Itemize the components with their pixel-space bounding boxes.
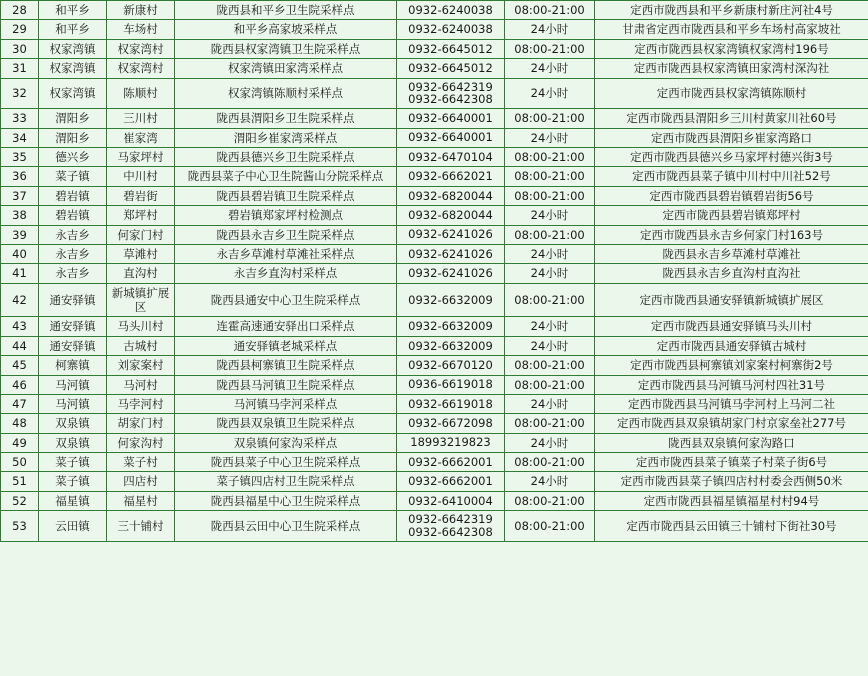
phone-line: 0932-6645012 [408, 60, 493, 75]
cell-address: 陇西县永吉乡直沟村直沟社 [595, 264, 868, 283]
cell-village: 何家沟村 [107, 433, 175, 452]
cell-site-name: 陇西县和平乡卫生院采样点 [175, 1, 397, 20]
phone-line: 0932-6642319 [408, 512, 493, 527]
cell-address: 定西市陇西县通安驿镇古城村 [595, 336, 868, 355]
cell-index: 30 [1, 39, 39, 58]
phone-line: 0932-6662001 [408, 454, 493, 469]
cell-town: 通安驿镇 [39, 283, 107, 317]
cell-town: 永吉乡 [39, 225, 107, 244]
cell-hours: 08:00-21:00 [505, 414, 595, 433]
cell-site-name: 陇西县菜子中心卫生院酱山分院采样点 [175, 167, 397, 186]
cell-phone [397, 433, 505, 452]
cell-phone [397, 128, 505, 147]
phone-line: 0932-6642308 [408, 92, 493, 107]
cell-site-name: 陇西县权家湾镇卫生院采样点 [175, 39, 397, 58]
phone-line: 0936-6619018 [408, 377, 493, 392]
phone-line: 0932-6642319 [408, 79, 493, 94]
cell-phone [397, 167, 505, 186]
phone-line: 0932-6241026 [408, 266, 493, 280]
phone-line: 0932-6632009 [408, 319, 493, 334]
cell-address: 定西市陇西县渭阳乡三川村黄家川社60号 [595, 109, 868, 128]
cell-town: 渭阳乡 [39, 109, 107, 128]
cell-village: 马头川村 [107, 317, 175, 336]
cell-phone [397, 59, 505, 78]
cell-village: 新城镇扩展区 [107, 283, 175, 317]
cell-phone [397, 394, 505, 413]
cell-town: 马河镇 [39, 375, 107, 394]
table-row [1, 283, 868, 317]
cell-hours: 08:00-21:00 [505, 356, 595, 375]
cell-village: 崔家湾 [107, 128, 175, 147]
cell-hours: 24小时 [505, 78, 595, 109]
cell-town: 和平乡 [39, 20, 107, 39]
cell-address: 定西市陇西县双泉镇胡家门村京家垒社277号 [595, 414, 868, 433]
cell-index: 35 [1, 148, 39, 167]
cell-town: 德兴乡 [39, 148, 107, 167]
table-row [1, 109, 868, 128]
phone-line: 0932-6632009 [408, 292, 493, 307]
cell-village: 权家湾村 [107, 39, 175, 58]
cell-town: 福星镇 [39, 491, 107, 510]
cell-site-name: 陇西县柯寨镇卫生院采样点 [175, 356, 397, 375]
cell-phone [397, 186, 505, 205]
cell-phone [397, 78, 505, 109]
cell-address: 定西市陇西县永吉乡何家门村163号 [595, 225, 868, 244]
cell-town: 碧岩镇 [39, 206, 107, 225]
cell-site-name: 永吉乡直沟村采样点 [175, 264, 397, 283]
cell-village: 陈顺村 [107, 78, 175, 109]
cell-phone [397, 39, 505, 58]
cell-index: 50 [1, 453, 39, 472]
cell-village: 菜子村 [107, 453, 175, 472]
cell-hours: 08:00-21:00 [505, 186, 595, 205]
cell-site-name: 双泉镇何家沟采样点 [175, 433, 397, 452]
cell-site-name: 连霍高速通安驿出口采样点 [175, 317, 397, 336]
cell-site-name: 碧岩镇郑家坪村检测点 [175, 206, 397, 225]
table-row [1, 78, 868, 109]
cell-index: 49 [1, 433, 39, 452]
cell-index: 47 [1, 394, 39, 413]
cell-address: 定西市陇西县菜子镇四店村村委会西侧50米 [595, 472, 868, 491]
cell-index: 40 [1, 244, 39, 263]
cell-town: 永吉乡 [39, 264, 107, 283]
cell-index: 39 [1, 225, 39, 244]
table-row [1, 167, 868, 186]
cell-town: 云田镇 [39, 511, 107, 542]
cell-index: 33 [1, 109, 39, 128]
cell-site-name: 陇西县永吉乡卫生院采样点 [175, 225, 397, 244]
cell-town: 永吉乡 [39, 244, 107, 263]
cell-index: 41 [1, 264, 39, 283]
cell-town: 双泉镇 [39, 433, 107, 452]
cell-village: 古城村 [107, 336, 175, 355]
cell-index: 53 [1, 511, 39, 542]
cell-village: 直沟村 [107, 264, 175, 283]
cell-phone [397, 109, 505, 128]
table-row [1, 39, 868, 58]
cell-village: 四店村 [107, 472, 175, 491]
cell-site-name: 陇西县福星中心卫生院采样点 [175, 491, 397, 510]
cell-village: 马家坪村 [107, 148, 175, 167]
cell-index: 36 [1, 167, 39, 186]
cell-village: 郑坪村 [107, 206, 175, 225]
phone-line: 0932-6662001 [408, 474, 493, 489]
table-row [1, 433, 868, 452]
table-row [1, 128, 868, 147]
table-row [1, 511, 868, 542]
cell-address: 定西市陇西县菜子镇菜子村菜子街6号 [595, 453, 868, 472]
cell-village: 福星村 [107, 491, 175, 510]
phone-line: 0932-6662021 [408, 169, 493, 184]
cell-hours: 08:00-21:00 [505, 511, 595, 542]
cell-hours: 24小时 [505, 394, 595, 413]
cell-index: 46 [1, 375, 39, 394]
cell-town: 碧岩镇 [39, 186, 107, 205]
table-row [1, 206, 868, 225]
cell-phone [397, 20, 505, 39]
cell-town: 和平乡 [39, 1, 107, 20]
cell-address: 定西市陇西县通安驿镇马头川村 [595, 317, 868, 336]
cell-address: 定西市陇西县云田镇三十铺村下街社30号 [595, 511, 868, 542]
cell-hours: 24小时 [505, 264, 595, 283]
phone-line: 0932-6240038 [408, 2, 493, 17]
table-row [1, 472, 868, 491]
cell-phone [397, 283, 505, 317]
cell-address: 定西市陇西县权家湾镇田家湾村深沟社 [595, 59, 868, 78]
cell-address: 甘肃省定西市陇西县和平乡车场村高家坡社 [595, 20, 868, 39]
cell-village: 胡家门村 [107, 414, 175, 433]
cell-site-name: 陇西县马河镇卫生院采样点 [175, 375, 397, 394]
phone-line: 0932-6470104 [408, 149, 493, 164]
table-row [1, 186, 868, 205]
cell-index: 51 [1, 472, 39, 491]
table-row [1, 356, 868, 375]
cell-phone [397, 472, 505, 491]
cell-town: 菜子镇 [39, 167, 107, 186]
phone-line: 0932-6240038 [408, 22, 493, 37]
cell-index: 28 [1, 1, 39, 20]
cell-town: 双泉镇 [39, 414, 107, 433]
table-row [1, 20, 868, 39]
cell-address: 定西市陇西县渭阳乡崔家湾路口 [595, 128, 868, 147]
cell-village: 草滩村 [107, 244, 175, 263]
phone-line: 0932-6642308 [408, 525, 493, 539]
table-row [1, 394, 868, 413]
cell-hours: 08:00-21:00 [505, 491, 595, 510]
cell-phone [397, 1, 505, 20]
cell-hours: 08:00-21:00 [505, 1, 595, 20]
cell-index: 32 [1, 78, 39, 109]
cell-hours: 08:00-21:00 [505, 283, 595, 317]
cell-index: 37 [1, 186, 39, 205]
cell-site-name: 权家湾镇陈顺村采样点 [175, 78, 397, 109]
cell-index: 29 [1, 20, 39, 39]
cell-index: 44 [1, 336, 39, 355]
cell-town: 权家湾镇 [39, 59, 107, 78]
cell-village: 三十铺村 [107, 511, 175, 542]
cell-village: 新康村 [107, 1, 175, 20]
cell-phone [397, 453, 505, 472]
cell-site-name: 菜子镇四店村卫生院采样点 [175, 472, 397, 491]
cell-site-name: 永吉乡草滩村草滩社采样点 [175, 244, 397, 263]
cell-address: 定西市陇西县柯寨镇刘家案村柯寨街2号 [595, 356, 868, 375]
cell-phone [397, 148, 505, 167]
cell-address: 定西市陇西县碧岩镇郑坪村 [595, 206, 868, 225]
cell-address: 定西市陇西县碧岩镇碧岩街56号 [595, 186, 868, 205]
cell-phone [397, 244, 505, 263]
cell-hours: 24小时 [505, 20, 595, 39]
phone-line: 0932-6241026 [408, 227, 493, 242]
cell-site-name: 和平乡高家坡采样点 [175, 20, 397, 39]
table-row [1, 336, 868, 355]
cell-town: 马河镇 [39, 394, 107, 413]
cell-index: 38 [1, 206, 39, 225]
table-row [1, 59, 868, 78]
cell-village: 刘家案村 [107, 356, 175, 375]
cell-index: 34 [1, 128, 39, 147]
cell-address: 定西市陇西县德兴乡马家坪村德兴街3号 [595, 148, 868, 167]
table-row [1, 491, 868, 510]
cell-address: 定西市陇西县菜子镇中川村中川社52号 [595, 167, 868, 186]
table-row [1, 375, 868, 394]
cell-hours: 08:00-21:00 [505, 375, 595, 394]
cell-phone [397, 356, 505, 375]
cell-address: 陇西县双泉镇何家沟路口 [595, 433, 868, 452]
cell-hours: 24小时 [505, 128, 595, 147]
table-row [1, 453, 868, 472]
cell-village: 马河村 [107, 375, 175, 394]
cell-village: 权家湾村 [107, 59, 175, 78]
phone-line: 0932-6672098 [408, 416, 493, 430]
cell-hours: 24小时 [505, 59, 595, 78]
cell-hours: 24小时 [505, 472, 595, 491]
cell-hours: 24小时 [505, 317, 595, 336]
cell-address: 定西市陇西县权家湾镇陈顺村 [595, 78, 868, 109]
phone-line: 0932-6619018 [408, 396, 493, 411]
cell-hours: 08:00-21:00 [505, 39, 595, 58]
cell-town: 菜子镇 [39, 472, 107, 491]
table-row [1, 225, 868, 244]
phone-line: 18993219823 [410, 435, 491, 450]
cell-phone [397, 264, 505, 283]
cell-phone [397, 491, 505, 510]
table-body [1, 1, 868, 542]
cell-hours: 24小时 [505, 244, 595, 263]
cell-phone [397, 414, 505, 433]
cell-index: 31 [1, 59, 39, 78]
cell-site-name: 陇西县通安中心卫生院采样点 [175, 283, 397, 317]
cell-address: 定西市陇西县通安驿镇新城镇扩展区 [595, 283, 868, 317]
table-row [1, 1, 868, 20]
phone-line: 0932-6820044 [408, 207, 493, 222]
cell-site-name: 渭阳乡崔家湾采样点 [175, 128, 397, 147]
cell-town: 权家湾镇 [39, 78, 107, 109]
cell-address: 定西市陇西县马河镇马孛河村上马河二社 [595, 394, 868, 413]
cell-phone [397, 225, 505, 244]
cell-index: 52 [1, 491, 39, 510]
table-row [1, 244, 868, 263]
cell-hours: 24小时 [505, 433, 595, 452]
table-row [1, 414, 868, 433]
cell-address: 定西市陇西县权家湾镇权家湾村196号 [595, 39, 868, 58]
cell-address: 定西市陇西县马河镇马河村四社31号 [595, 375, 868, 394]
cell-site-name: 权家湾镇田家湾采样点 [175, 59, 397, 78]
cell-hours: 08:00-21:00 [505, 453, 595, 472]
phone-line: 0932-6640001 [408, 130, 493, 145]
cell-address: 定西市陇西县和平乡新康村新庄河社4号 [595, 1, 868, 20]
phone-line: 0932-6632009 [408, 338, 493, 353]
phone-line: 0932-6640001 [408, 111, 493, 125]
cell-hours: 08:00-21:00 [505, 167, 595, 186]
phone-line: 0932-6645012 [408, 41, 493, 56]
cell-hours: 08:00-21:00 [505, 109, 595, 128]
cell-site-name: 马河镇马孛河采样点 [175, 394, 397, 413]
cell-hours: 08:00-21:00 [505, 225, 595, 244]
cell-site-name: 陇西县双泉镇卫生院采样点 [175, 414, 397, 433]
cell-town: 菜子镇 [39, 453, 107, 472]
cell-site-name: 陇西县碧岩镇卫生院采样点 [175, 186, 397, 205]
cell-town: 通安驿镇 [39, 336, 107, 355]
phone-line: 0932-6241026 [408, 246, 493, 261]
cell-town: 通安驿镇 [39, 317, 107, 336]
cell-village: 何家门村 [107, 225, 175, 244]
cell-index: 45 [1, 356, 39, 375]
table-row [1, 148, 868, 167]
cell-site-name: 陇西县德兴乡卫生院采样点 [175, 148, 397, 167]
phone-line: 0932-6670120 [408, 357, 493, 372]
cell-village: 中川村 [107, 167, 175, 186]
phone-line: 0932-6410004 [408, 493, 493, 508]
cell-address: 陇西县永吉乡草滩村草滩社 [595, 244, 868, 263]
cell-phone [397, 375, 505, 394]
cell-village: 车场村 [107, 20, 175, 39]
table-row [1, 264, 868, 283]
cell-site-name: 陇西县渭阳乡卫生院采样点 [175, 109, 397, 128]
cell-index: 48 [1, 414, 39, 433]
cell-site-name: 通安驿镇老城采样点 [175, 336, 397, 355]
cell-town: 权家湾镇 [39, 39, 107, 58]
cell-phone [397, 511, 505, 542]
cell-address: 定西市陇西县福星镇福星村村94号 [595, 491, 868, 510]
table-row [1, 317, 868, 336]
phone-line: 0932-6820044 [408, 188, 493, 203]
cell-hours: 24小时 [505, 206, 595, 225]
cell-index: 42 [1, 283, 39, 317]
cell-site-name: 陇西县菜子中心卫生院采样点 [175, 453, 397, 472]
cell-hours: 08:00-21:00 [505, 148, 595, 167]
cell-town: 柯寨镇 [39, 356, 107, 375]
cell-phone [397, 317, 505, 336]
cell-hours: 24小时 [505, 336, 595, 355]
cell-village: 碧岩街 [107, 186, 175, 205]
cell-village: 三川村 [107, 109, 175, 128]
cell-phone [397, 206, 505, 225]
cell-town: 渭阳乡 [39, 128, 107, 147]
cell-phone [397, 336, 505, 355]
cell-site-name: 陇西县云田中心卫生院采样点 [175, 511, 397, 542]
cell-index: 43 [1, 317, 39, 336]
cell-village: 马孛河村 [107, 394, 175, 413]
